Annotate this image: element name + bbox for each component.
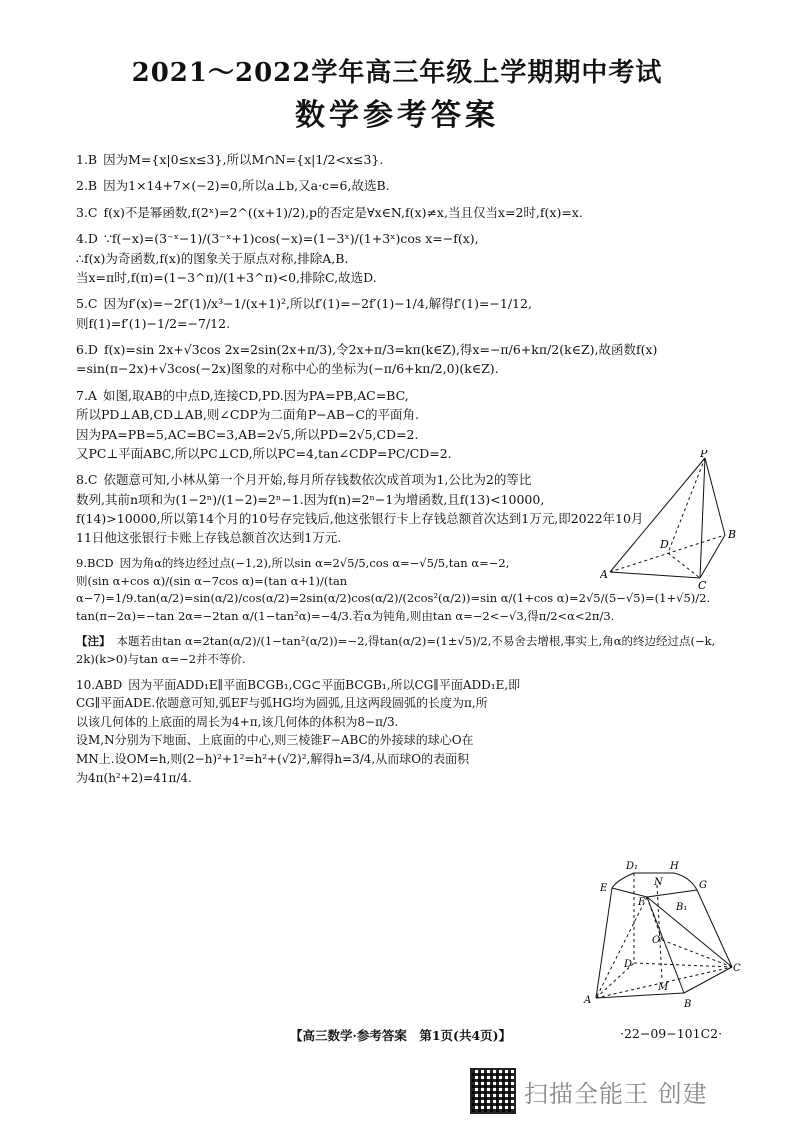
answer-line: 依题意可知,小林从第一个月开始,每月所存钱数依次成首项为1,公比为2的等比 <box>103 472 532 488</box>
label-C: C <box>733 963 741 974</box>
label-H: H <box>670 861 679 872</box>
label-A: A <box>600 568 608 581</box>
label-B1: B₁ <box>676 902 688 913</box>
answer-3 <box>76 203 716 222</box>
label-F: F <box>638 897 645 908</box>
pyramid-figure <box>600 450 750 590</box>
footer-code: ·22−09−101C2· <box>620 1026 723 1041</box>
label-A: A <box>584 995 592 1006</box>
edge-PA <box>610 458 705 572</box>
scanner-watermark <box>470 1068 708 1114</box>
answer-line: 因为平面ADD₁E∥平面BCGB₁,CG⊂平面BCGB₁,所以CG∥平面ADD₁E,即 <box>128 677 521 692</box>
answer-line: 因为PA=PB=5,AC=BC=3,AB=2√5,所以PD=2√5,CD=2. <box>76 426 419 442</box>
answer-line: 因为1×14+7×(−2)=0,所以a⊥b,又a·c=6,故选B. <box>103 178 390 194</box>
answer-line: 则f(1)=f′(1)−1/2=−7/12. <box>76 315 231 331</box>
edge-DC <box>668 553 700 578</box>
answer-num: 2.B <box>76 178 98 194</box>
solid-figure <box>582 855 742 1015</box>
answer-line: MN上.设OM=h,则(2−h)²+1²=h²+(√2)²,解得h=3/4,从而球O的表面积 <box>76 752 470 766</box>
label-D1: D₁ <box>626 861 639 872</box>
note-tag: 【注】 <box>76 634 111 648</box>
answer-line: f(x)不是幂函数,f(2ˣ)=2^((x+1)/2),p的否定是∀x∈N,f(x)≠x,当且仅当x=2时,f(x)=x. <box>103 204 583 220</box>
answer-line: 则(sin α+cos α)/(sin α−7cos α)=(tan α+1)/(tan α−7)=1/9.tan(α/2)=sin(α/2)/cos(α/2)=2sin(α/2)cos(α/2)/(2cos²(α/2))=sin α/(1+cos α)=2√5/(5−√5)=(1+√5)/2. <box>76 573 711 606</box>
answer-num: 8.C <box>76 472 98 488</box>
label-E: E <box>600 883 608 894</box>
answer-num: 1.B <box>76 152 98 167</box>
watermark-text: 扫描全能王 创建 <box>524 1079 708 1108</box>
answer-line: ∵f(−x)=(3⁻ˣ−1)/(3⁻ˣ+1)cos(−x)=(1−3ˣ)/(1+3ˣ)cos x=−f(x), <box>103 231 479 247</box>
answer-line: ∴f(x)为奇函数,f(x)的图象关于原点对称,排除A,B. <box>76 250 349 266</box>
answer-line: f(14)>10000,所以第14个月的10号存完钱后,他这张银行卡上存钱总额首次达到1万元,即2022年10月 <box>76 511 644 526</box>
answer-7 <box>76 386 576 464</box>
label-P: P <box>700 450 708 460</box>
answer-line: 因为角α的终边经过点(−1,2),所以sin α=2√5/5,cos α=−√5/5,tan α=−2, <box>119 555 510 570</box>
edge-PC <box>700 458 705 578</box>
label-N: N <box>654 877 663 888</box>
answer-line: 因为f′(x)=−2f′(1)/x³−1/(x+1)²,所以f′(1)=−2f′(1)−1/4,解得f′(1)=−1/12, <box>103 296 532 312</box>
answer-num: 7.A <box>76 387 97 403</box>
answer-line: 为4π(h²+2)=41π/4. <box>76 770 192 785</box>
answer-line: 如图,取AB的中点D,连接CD,PD.因为PA=PB,AC=BC, <box>102 387 409 403</box>
answer-line: 11日他这张银行卡账上存钱总额首次达到1万元. <box>76 530 342 546</box>
answer-line: f(x)=sin 2x+√3cos 2x=2sin(2x+π/3),令2x+π/3=kπ(k∈Z),得x=−π/6+kπ/2(k∈Z),故函数f(x) <box>103 342 658 357</box>
answer-line: 设M,N分别为下地面、上底面的中心,则三棱锥F−ABC的外接球的球心O在 <box>76 733 474 748</box>
answer-2 <box>76 176 716 195</box>
answer-line: 本题若由tan α=2tan(α/2)/(1−tan²(α/2))=−2,得tan(α/2)=(1±√5)/2,不易舍去增根,事实上,角α的终边经过点(−k, <box>116 634 716 648</box>
qr-code-icon <box>470 1068 516 1114</box>
answer-line: 2k)(k>0)与tan α=−2并不等价. <box>76 651 246 666</box>
label-B: B <box>728 528 737 541</box>
answer-line: 又PC⊥平面ABC,所以PC⊥CD,所以PC=4,tan∠CDP=PC/CD=2. <box>76 445 452 461</box>
answer-num: 9.BCD <box>76 555 114 570</box>
label-M: M <box>658 982 669 993</box>
answer-note <box>76 633 716 669</box>
footer-page-info: 【高三数学·参考答案 第1页(共4页)】 <box>290 1028 512 1043</box>
answer-num: 10.ABD <box>76 677 123 692</box>
answer-line: =sin(π−2x)+√3cos(−2x)图象的对称中心的坐标为(−π/6+kπ/2,0)(k∈Z). <box>76 361 499 377</box>
answer-line: 所以PD⊥AB,CD⊥AB,则∠CDP为二面角P−AB−C的平面角. <box>76 407 419 423</box>
answer-line: 以该几何体的上底面的周长为4+π,该几何体的体积为8−π/3. <box>76 714 399 729</box>
label-G: G <box>699 880 707 891</box>
page-subtitle: 数学参考答案 <box>295 98 499 133</box>
answer-1 <box>76 150 716 169</box>
answer-line: tan(π−2α)=−tan 2α=−2tan α/(1−tan²α)=−4/3.若α为钝角,则由tan α=−2<−√3,得π/2<α<2π/3. <box>76 609 615 624</box>
page-title: 2021～2022学年高三年级上学期期中考试 <box>131 58 663 88</box>
answer-num: 4.D <box>76 231 98 247</box>
label-C: C <box>698 579 707 590</box>
edge-PB <box>705 458 725 535</box>
answer-num: 5.C <box>76 296 98 312</box>
answer-line: 因为M={x|0≤x≤3},所以M∩N={x|1/2<x≤3}. <box>103 152 384 167</box>
answer-5 <box>76 294 716 333</box>
answer-6 <box>76 340 716 379</box>
label-B: B <box>684 999 692 1010</box>
label-D: D <box>624 959 633 970</box>
label-D: D <box>660 538 669 551</box>
edge-AC <box>610 572 700 578</box>
answer-num: 3.C <box>76 204 98 220</box>
answer-line: 当x=π时,f(π)=(1−3^π)/(1+3^π)<0,排除C,故选D. <box>76 269 377 285</box>
label-O: O <box>652 935 661 946</box>
answer-line: 数列,其前n项和为(1−2ⁿ)/(1−2)=2ⁿ−1.因为f(n)=2ⁿ−1为增函数,且f(13)<10000, <box>76 491 545 507</box>
answer-line: CG∥平面ADE.依题意可知,弧EF与弧HG均为圆弧,且这两段圆弧的长度为π,所 <box>76 696 488 711</box>
answer-num: 6.D <box>76 342 98 357</box>
edge-PD <box>668 458 705 553</box>
answer-10 <box>76 676 596 788</box>
answer-4 <box>76 229 716 287</box>
